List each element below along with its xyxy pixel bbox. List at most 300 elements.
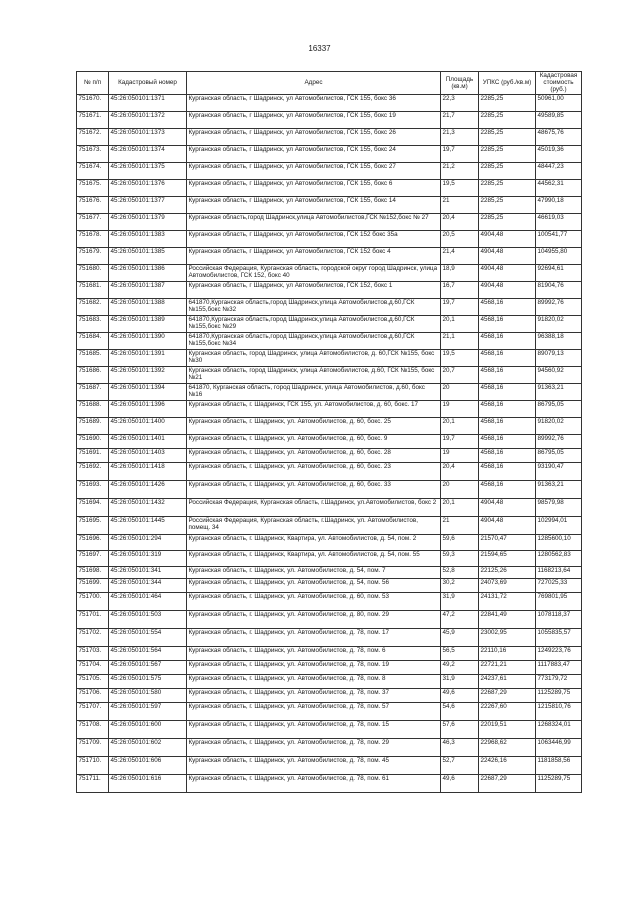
cadastral-number-cell: 45:26:050101:616 (109, 774, 187, 792)
area-cell: 16,7 (441, 281, 479, 298)
cadastral-number-cell: 45:26:050101:1396 (109, 400, 187, 417)
row-number-cell: 751700. (77, 592, 109, 610)
upks-cell: 23002,95 (479, 628, 536, 646)
cadastral-number-cell: 45:26:050101:1373 (109, 128, 187, 145)
cadastral-number-cell: 45:26:050101:597 (109, 702, 187, 720)
cadastral-number-cell: 45:26:050101:1383 (109, 230, 187, 247)
upks-cell: 4568,16 (479, 349, 536, 366)
cadastral-cost-cell: 1055835,57 (536, 628, 582, 646)
upks-cell: 2285,25 (479, 128, 536, 145)
upks-cell: 2285,25 (479, 162, 536, 179)
upks-cell: 22968,62 (479, 738, 536, 756)
cadastral-number-cell: 45:26:050101:602 (109, 738, 187, 756)
upks-cell: 22687,29 (479, 688, 536, 702)
cadastral-number-cell: 45:26:050101:1389 (109, 315, 187, 332)
address-cell: Курганская область, г. Шадринск, ул. Автомобилистов, д. 78, пом. 6 (187, 646, 441, 660)
area-cell: 20,1 (441, 498, 479, 516)
address-cell: Курганская область, г. Шадринск, ул. Автомобилистов, д. 78, пом. 29 (187, 738, 441, 756)
cadastral-cost-cell: 91820,02 (536, 315, 582, 332)
area-cell: 56,5 (441, 646, 479, 660)
upks-cell: 2285,25 (479, 145, 536, 162)
address-cell: Курганская область, г Шадринск, ул Автомобилистов, ГСК 155, бокс 19 (187, 111, 441, 128)
upks-cell: 22267,60 (479, 702, 536, 720)
row-number-cell: 751679. (77, 247, 109, 264)
cadastral-number-cell: 45:26:050101:1445 (109, 516, 187, 534)
row-number-cell: 751671. (77, 111, 109, 128)
address-cell: 641870,Курганская область,город Шадринск,улица Автомобилистов,д.60,ГСК №155,бокс №34 (187, 332, 441, 349)
cadastral-number-cell: 45:26:050101:1392 (109, 366, 187, 383)
area-cell: 49,6 (441, 688, 479, 702)
upks-cell: 21570,47 (479, 534, 536, 550)
address-cell: Курганская область, г. Шадринск, ул. Автомобилистов, д. 78, пом. 15 (187, 720, 441, 738)
table-row (77, 145, 582, 162)
cadastral-cost-cell: 48675,76 (536, 128, 582, 145)
cadastral-cost-cell: 93190,47 (536, 462, 582, 480)
cadastral-cost-cell: 50961,00 (536, 94, 582, 111)
table-row (77, 366, 582, 383)
upks-cell: 2285,25 (479, 196, 536, 213)
cadastral-number-cell: 45:26:050101:554 (109, 628, 187, 646)
area-cell: 31,9 (441, 592, 479, 610)
area-cell: 20,1 (441, 315, 479, 332)
upks-cell: 24237,61 (479, 674, 536, 688)
address-cell: Российская Федерация, Курганская область, г.Шадринск, ул.Автомобилистов, бокс 2 (187, 498, 441, 516)
header-cost: Кадастровая стоимость (руб.) (536, 72, 582, 95)
address-cell: 641870,Курганская область,город Шадринск,улица Автомобилистов,д.60,ГСК №155,бокс №29 (187, 315, 441, 332)
address-cell: Курганская область, г. Шадринск, ул. Автомобилистов, д. 78, пом. 57 (187, 702, 441, 720)
cadastral-number-cell: 45:26:050101:606 (109, 756, 187, 774)
table-row (77, 400, 582, 417)
table-row (77, 448, 582, 462)
upks-cell: 22426,16 (479, 756, 536, 774)
cadastral-number-cell: 45:26:050101:1379 (109, 213, 187, 230)
address-cell: Курганская область, г Шадринск, ул Автомобилистов, ГСК 152, бокс 1 (187, 281, 441, 298)
table-row (77, 578, 582, 592)
cadastral-number-cell: 45:26:050101:503 (109, 610, 187, 628)
table-row (77, 128, 582, 145)
table-row (77, 646, 582, 660)
upks-cell: 22841,49 (479, 610, 536, 628)
cadastral-cost-cell: 769801,95 (536, 592, 582, 610)
cadastral-number-cell: 45:26:050101:344 (109, 578, 187, 592)
cadastral-cost-cell: 89992,76 (536, 298, 582, 315)
address-cell: Курганская область, г. Шадринск, Квартира, ул. Автомобилистов, д. 54, пом. 2 (187, 534, 441, 550)
area-cell: 54,6 (441, 702, 479, 720)
table-row (77, 592, 582, 610)
table-row (77, 720, 582, 738)
cadastral-cost-cell: 46619,03 (536, 213, 582, 230)
table-row (77, 162, 582, 179)
cadastral-cost-cell: 91363,21 (536, 383, 582, 400)
row-number-cell: 751689. (77, 417, 109, 434)
area-cell: 21 (441, 196, 479, 213)
address-cell: Курганская область, г Шадринск, ул Автомобилистов, ГСК 155, бокс 36 (187, 94, 441, 111)
cadastral-cost-cell: 89079,13 (536, 349, 582, 366)
table-row (77, 349, 582, 366)
cadastral-number-cell: 45:26:050101:464 (109, 592, 187, 610)
row-number-cell: 751693. (77, 480, 109, 498)
area-cell: 59,6 (441, 534, 479, 550)
row-number-cell: 751678. (77, 230, 109, 247)
address-cell: Курганская область, г Шадринск, ул Автомобилистов, ГСК 152 бокс 35а (187, 230, 441, 247)
upks-cell: 2285,25 (479, 179, 536, 196)
cadastral-cost-cell: 100541,77 (536, 230, 582, 247)
address-cell: Курганская область, г. Шадринск, Квартира, ул. Автомобилистов, д. 54, пом. 55 (187, 550, 441, 566)
area-cell: 49,6 (441, 774, 479, 792)
cadastral-number-cell: 45:26:050101:1385 (109, 247, 187, 264)
cadastral-number-cell: 45:26:050101:1400 (109, 417, 187, 434)
cadastral-number-cell: 45:26:050101:1418 (109, 462, 187, 480)
table-row (77, 383, 582, 400)
upks-cell: 4904,48 (479, 516, 536, 534)
row-number-cell: 751703. (77, 646, 109, 660)
area-cell: 19,5 (441, 179, 479, 196)
cadastral-number-cell: 45:26:050101:1403 (109, 448, 187, 462)
address-cell: 641870, Курганская область, город Шадринск, улица Автомобилистов, д.60, бокс №16 (187, 383, 441, 400)
upks-cell: 4568,16 (479, 417, 536, 434)
cadastral-cost-cell: 96388,18 (536, 332, 582, 349)
area-cell: 57,6 (441, 720, 479, 738)
table-row (77, 417, 582, 434)
cadastral-number-cell: 45:26:050101:1426 (109, 480, 187, 498)
cadastral-number-cell: 45:26:050101:1394 (109, 383, 187, 400)
cadastral-cost-cell: 1268324,01 (536, 720, 582, 738)
table-row (77, 688, 582, 702)
cadastral-cost-cell: 47990,18 (536, 196, 582, 213)
table-row (77, 94, 582, 111)
table-row (77, 674, 582, 688)
cadastral-cost-cell: 1181858,56 (536, 756, 582, 774)
area-cell: 20,7 (441, 366, 479, 383)
area-cell: 21 (441, 516, 479, 534)
area-cell: 31,9 (441, 674, 479, 688)
upks-cell: 22721,21 (479, 660, 536, 674)
area-cell: 20,1 (441, 417, 479, 434)
address-cell: Курганская область, г. Шадринск, ул. Автомобилистов, д. 60, бокс. 33 (187, 480, 441, 498)
table-row (77, 534, 582, 550)
upks-cell: 21594,65 (479, 550, 536, 566)
area-cell: 30,2 (441, 578, 479, 592)
cadastral-cost-cell: 98579,98 (536, 498, 582, 516)
upks-cell: 2285,25 (479, 111, 536, 128)
cadastral-number-cell: 45:26:050101:1372 (109, 111, 187, 128)
cadastral-cost-cell: 102994,01 (536, 516, 582, 534)
row-number-cell: 751688. (77, 400, 109, 417)
cadastral-cost-cell: 1125289,75 (536, 688, 582, 702)
cadastral-cost-cell: 94560,92 (536, 366, 582, 383)
cadastral-number-cell: 45:26:050101:319 (109, 550, 187, 566)
area-cell: 20,4 (441, 462, 479, 480)
area-cell: 21,2 (441, 162, 479, 179)
area-cell: 19,7 (441, 298, 479, 315)
row-number-cell: 751677. (77, 213, 109, 230)
cadastral-number-cell: 45:26:050101:600 (109, 720, 187, 738)
row-number-cell: 751676. (77, 196, 109, 213)
cadastral-cost-cell: 86795,05 (536, 448, 582, 462)
row-number-cell: 751683. (77, 315, 109, 332)
table-row (77, 702, 582, 720)
row-number-cell: 751687. (77, 383, 109, 400)
cadastral-cost-cell: 1280562,83 (536, 550, 582, 566)
upks-cell: 22110,16 (479, 646, 536, 660)
cadastral-number-cell: 45:26:050101:1391 (109, 349, 187, 366)
row-number-cell: 751707. (77, 702, 109, 720)
area-cell: 19,7 (441, 145, 479, 162)
address-cell: Курганская область, г. Шадринск, ул. Автомобилистов, д. 54, пом. 56 (187, 578, 441, 592)
row-number-cell: 751680. (77, 264, 109, 281)
cadastral-number-cell: 45:26:050101:1371 (109, 94, 187, 111)
upks-cell: 4904,48 (479, 247, 536, 264)
upks-cell: 4904,48 (479, 264, 536, 281)
cadastral-number-cell: 45:26:050101:1388 (109, 298, 187, 315)
upks-cell: 2285,25 (479, 213, 536, 230)
cadastral-number-cell: 45:26:050101:1390 (109, 332, 187, 349)
upks-cell: 4568,16 (479, 448, 536, 462)
page-number: 16337 (308, 44, 331, 53)
cadastral-cost-cell: 104955,80 (536, 247, 582, 264)
cadastral-number-cell: 45:26:050101:575 (109, 674, 187, 688)
upks-cell: 4568,16 (479, 366, 536, 383)
cadastral-number-cell: 45:26:050101:1387 (109, 281, 187, 298)
upks-cell: 4568,16 (479, 400, 536, 417)
row-number-cell: 751701. (77, 610, 109, 628)
cadastral-table (76, 71, 582, 793)
address-cell: Курганская область, г. Шадринск, ул. Автомобилистов, д. 54, пом. 7 (187, 566, 441, 578)
table-row (77, 566, 582, 578)
table-row (77, 315, 582, 332)
table-row (77, 281, 582, 298)
cadastral-number-cell: 45:26:050101:1386 (109, 264, 187, 281)
row-number-cell: 751702. (77, 628, 109, 646)
area-cell: 52,8 (441, 566, 479, 578)
area-cell: 20,5 (441, 230, 479, 247)
table-row (77, 434, 582, 448)
cadastral-cost-cell: 92694,61 (536, 264, 582, 281)
cadastral-cost-cell: 91363,21 (536, 480, 582, 498)
address-cell: Курганская область, г Шадринск, ул Автомобилистов, ГСК 155, бокс 14 (187, 196, 441, 213)
cadastral-number-cell: 45:26:050101:1377 (109, 196, 187, 213)
area-cell: 45,9 (441, 628, 479, 646)
address-cell: Курганская область,город Шадринск,улица Автомобилистов,ГСК №152,бокс № 27 (187, 213, 441, 230)
row-number-cell: 751699. (77, 578, 109, 592)
area-cell: 59,3 (441, 550, 479, 566)
cadastral-number-cell: 45:26:050101:341 (109, 566, 187, 578)
upks-cell: 4568,16 (479, 332, 536, 349)
row-number-cell: 751674. (77, 162, 109, 179)
area-cell: 47,2 (441, 610, 479, 628)
row-number-cell: 751711. (77, 774, 109, 792)
area-cell: 20 (441, 383, 479, 400)
area-cell: 22,3 (441, 94, 479, 111)
upks-cell: 4568,16 (479, 434, 536, 448)
header-upks: УПКС (руб./кв.м) (479, 72, 536, 95)
address-cell: Курганская область, г. Шадринск, ул. Автомобилистов, д. 78, пом. 37 (187, 688, 441, 702)
upks-cell: 4568,16 (479, 298, 536, 315)
cadastral-cost-cell: 1063446,99 (536, 738, 582, 756)
header-cadastral: Кадастровый номер (109, 72, 187, 95)
row-number-cell: 751697. (77, 550, 109, 566)
upks-cell: 4904,48 (479, 281, 536, 298)
table-row (77, 230, 582, 247)
row-number-cell: 751685. (77, 349, 109, 366)
cadastral-number-cell: 45:26:050101:580 (109, 688, 187, 702)
table-row (77, 462, 582, 480)
header-num: № п/п (77, 72, 109, 95)
area-cell: 52,7 (441, 756, 479, 774)
cadastral-cost-cell: 1078118,37 (536, 610, 582, 628)
address-cell: Курганская область, г. Шадринск, ул. Автомобилистов, д. 78, пом. 8 (187, 674, 441, 688)
cadastral-cost-cell: 773179,72 (536, 674, 582, 688)
area-cell: 19 (441, 448, 479, 462)
upks-cell: 22019,51 (479, 720, 536, 738)
table-row (77, 498, 582, 516)
cadastral-cost-cell: 1117883,47 (536, 660, 582, 674)
address-cell: Курганская область, г Шадринск, ул Автомобилистов, ГСК 152 бокс 4 (187, 247, 441, 264)
row-number-cell: 751691. (77, 448, 109, 462)
address-cell: Российская Федерация, Курганская область, г.Шадринск, ул. Автомобилистов, помещ. 34 (187, 516, 441, 534)
address-cell: Курганская область, г Шадринск, ул Автомобилистов, ГСК 155, бокс 27 (187, 162, 441, 179)
table-row (77, 111, 582, 128)
cadastral-cost-cell: 81904,76 (536, 281, 582, 298)
cadastral-cost-cell: 49589,85 (536, 111, 582, 128)
address-cell: Курганская область, г. Шадринск, ГСК 155, ул. Автомобилистов, д. 60, бокс. 17 (187, 400, 441, 417)
header-address: Адрес (187, 72, 441, 95)
address-cell: Курганская область, г Шадринск, ул Автомобилистов, ГСК 155, бокс 6 (187, 179, 441, 196)
table-row (77, 756, 582, 774)
upks-cell: 24131,72 (479, 592, 536, 610)
header-area: Площадь (кв.м) (441, 72, 479, 95)
cadastral-number-cell: 45:26:050101:567 (109, 660, 187, 674)
table-row (77, 480, 582, 498)
address-cell: Курганская область, г Шадринск, ул Автомобилистов, ГСК 155, бокс 24 (187, 145, 441, 162)
row-number-cell: 751675. (77, 179, 109, 196)
row-number-cell: 751698. (77, 566, 109, 578)
address-cell: Курганская область, город Шадринск, улица Автомобилистов, д. 60,ГСК №155, бокс №30 (187, 349, 441, 366)
upks-cell: 4904,48 (479, 498, 536, 516)
area-cell: 49,2 (441, 660, 479, 674)
area-cell: 21,7 (441, 111, 479, 128)
table-row (77, 247, 582, 264)
upks-cell: 4568,16 (479, 462, 536, 480)
row-number-cell: 751710. (77, 756, 109, 774)
area-cell: 21,4 (441, 247, 479, 264)
upks-cell: 24073,69 (479, 578, 536, 592)
address-cell: 641870,Курганская область,город Шадринск,улица Автомобилистов,д.60,ГСК №155,бокс №32 (187, 298, 441, 315)
table-header-row (77, 72, 582, 95)
area-cell: 46,3 (441, 738, 479, 756)
cadastral-cost-cell: 1215810,76 (536, 702, 582, 720)
area-cell: 19,7 (441, 434, 479, 448)
row-number-cell: 751682. (77, 298, 109, 315)
row-number-cell: 751695. (77, 516, 109, 534)
upks-cell: 4568,16 (479, 383, 536, 400)
address-cell: Российская Федерация, Курганская область, городской округ город Шадринск, улица Автомобилистов, ГСК 152, бокс 40 (187, 264, 441, 281)
table-row (77, 516, 582, 534)
table-row (77, 298, 582, 315)
cadastral-cost-cell: 44562,31 (536, 179, 582, 196)
row-number-cell: 751704. (77, 660, 109, 674)
cadastral-cost-cell: 45019,36 (536, 145, 582, 162)
table-row (77, 628, 582, 646)
area-cell: 19,5 (441, 349, 479, 366)
cadastral-cost-cell: 1125289,75 (536, 774, 582, 792)
table-row (77, 774, 582, 792)
row-number-cell: 751709. (77, 738, 109, 756)
row-number-cell: 751696. (77, 534, 109, 550)
row-number-cell: 751672. (77, 128, 109, 145)
address-cell: Курганская область, г. Шадринск, ул. Автомобилистов, д. 60, бокс. 25 (187, 417, 441, 434)
table-row (77, 610, 582, 628)
table-row (77, 213, 582, 230)
table-row (77, 196, 582, 213)
table-row (77, 738, 582, 756)
row-number-cell: 751686. (77, 366, 109, 383)
row-number-cell: 751690. (77, 434, 109, 448)
row-number-cell: 751708. (77, 720, 109, 738)
area-cell: 20,4 (441, 213, 479, 230)
row-number-cell: 751670. (77, 94, 109, 111)
address-cell: Курганская область, г. Шадринск, ул. Автомобилистов, д. 60, бокс. 28 (187, 448, 441, 462)
area-cell: 20 (441, 480, 479, 498)
upks-cell: 4568,16 (479, 315, 536, 332)
cadastral-number-cell: 45:26:050101:1432 (109, 498, 187, 516)
cadastral-cost-cell: 1168213,64 (536, 566, 582, 578)
cadastral-number-cell: 45:26:050101:1374 (109, 145, 187, 162)
area-cell: 21,3 (441, 128, 479, 145)
cadastral-cost-cell: 89992,76 (536, 434, 582, 448)
upks-cell: 2285,25 (479, 94, 536, 111)
address-cell: Курганская область, г. Шадринск, ул. Автомобилистов, д. 60, бокс. 9 (187, 434, 441, 448)
address-cell: Курганская область, г. Шадринск, ул. Автомобилистов, д. 60, пом. 53 (187, 592, 441, 610)
area-cell: 18,9 (441, 264, 479, 281)
table-row (77, 550, 582, 566)
upks-cell: 22687,29 (479, 774, 536, 792)
table-row (77, 179, 582, 196)
area-cell: 19 (441, 400, 479, 417)
upks-cell: 4904,48 (479, 230, 536, 247)
address-cell: Курганская область, г. Шадринск, ул. Автомобилистов, д. 78, пом. 19 (187, 660, 441, 674)
row-number-cell: 751684. (77, 332, 109, 349)
upks-cell: 4568,16 (479, 480, 536, 498)
row-number-cell: 751673. (77, 145, 109, 162)
table-row (77, 332, 582, 349)
cadastral-number-cell: 45:26:050101:564 (109, 646, 187, 660)
cadastral-number-cell: 45:26:050101:294 (109, 534, 187, 550)
cadastral-cost-cell: 86795,05 (536, 400, 582, 417)
cadastral-cost-cell: 727025,33 (536, 578, 582, 592)
upks-cell: 22125,26 (479, 566, 536, 578)
address-cell: Курганская область, г Шадринск, ул Автомобилистов, ГСК 155, бокс 26 (187, 128, 441, 145)
table-row (77, 264, 582, 281)
row-number-cell: 751692. (77, 462, 109, 480)
table-row (77, 660, 582, 674)
cadastral-number-cell: 45:26:050101:1375 (109, 162, 187, 179)
row-number-cell: 751694. (77, 498, 109, 516)
cadastral-cost-cell: 91820,02 (536, 417, 582, 434)
cadastral-cost-cell: 48447,23 (536, 162, 582, 179)
cadastral-number-cell: 45:26:050101:1401 (109, 434, 187, 448)
address-cell: Курганская область, г. Шадринск, ул. Автомобилистов, д. 78, пом. 17 (187, 628, 441, 646)
cadastral-cost-cell: 1285600,10 (536, 534, 582, 550)
cadastral-cost-cell: 1249223,76 (536, 646, 582, 660)
row-number-cell: 751706. (77, 688, 109, 702)
address-cell: Курганская область, город Шадринск, улица Автомобилистов, д.60, ГСК №155, бокс №21 (187, 366, 441, 383)
area-cell: 21,1 (441, 332, 479, 349)
address-cell: Курганская область, г. Шадринск, ул. Автомобилистов, д. 78, пом. 61 (187, 774, 441, 792)
address-cell: Курганская область, г. Шадринск, ул. Автомобилистов, д. 78, пом. 45 (187, 756, 441, 774)
row-number-cell: 751681. (77, 281, 109, 298)
cadastral-number-cell: 45:26:050101:1376 (109, 179, 187, 196)
